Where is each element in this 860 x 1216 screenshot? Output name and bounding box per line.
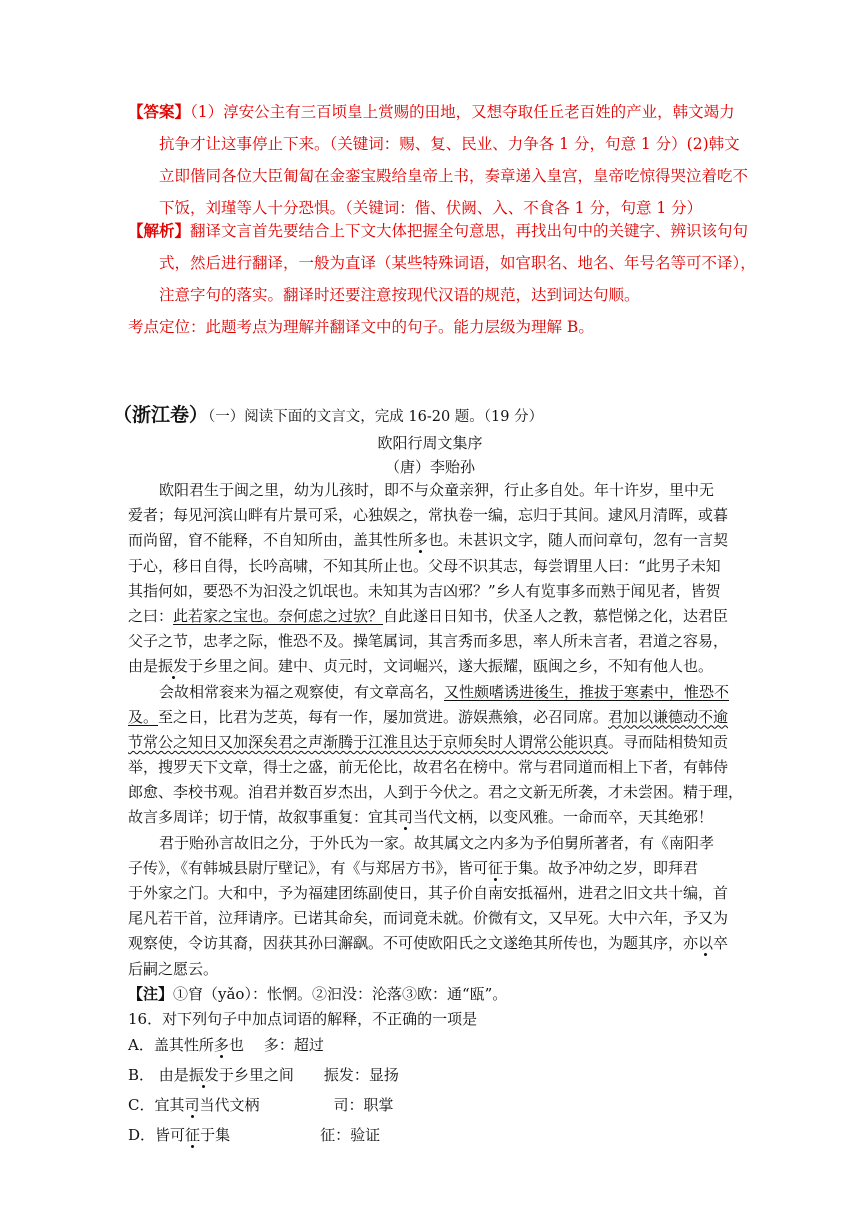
dotted-word-duo: 多	[413, 531, 429, 550]
question-stem: 16．对下列句子中加点词语的解释，不正确的一项是	[128, 1009, 478, 1028]
p3-line-2b: 于集。故予冲幼之岁，即拜君	[503, 858, 699, 877]
analysis-line-2: 式，然后进行翻译，一般为直译（某些特殊词语，如官职名、地名、年号名等可不译），	[159, 254, 756, 272]
analysis-block	[128, 215, 756, 343]
option-d-post: 于集	[200, 1126, 231, 1144]
p1-line-4: 于心，移日自得，长吟高啸，不知其所止也。父母不识其志，每尝谓里人曰：“此男子未知	[128, 556, 721, 575]
option-a-dot: 多	[213, 1036, 229, 1054]
answer-block	[128, 96, 748, 224]
p3-line-2a: 子传》，《有韩城县尉厅壁记》，有《与郑居方书》，皆可	[128, 858, 489, 877]
note-text: ①窅（yǎo）：怅惘。②汩没：沦落③欧：通“瓯”。	[173, 984, 508, 1003]
option-a-gloss: 多：超过	[263, 1036, 324, 1054]
p2-line-2	[128, 705, 738, 730]
option-b-dot: 振发	[188, 1066, 219, 1084]
option-a-letter: A．	[128, 1036, 154, 1054]
section-subtitle: （一）阅读下面的文言文，完成 16-20 题。（19 分）	[208, 409, 544, 425]
p2-line-1a: 会故相常衮来为福之观察使，有文章高名，	[159, 682, 445, 701]
p3-line-2	[128, 856, 738, 881]
option-b-post: 于乡里之间	[218, 1066, 294, 1084]
option-c-pre: 宜其	[154, 1096, 185, 1114]
p1-line-2: 爱者；每见河滨山畔有片景可采，心独娱之，常执卷一编，忘归于其间。逮风月清晖，或暮	[128, 506, 729, 525]
p1-line-6a: 之曰：	[128, 606, 174, 625]
p3-line-1: 君于贻孙言故旧之分，于外氏为一家。故其属文之内多为予伯舅所著者，有《南阳孝	[159, 833, 715, 852]
option-c-gloss: 司：职掌	[333, 1096, 394, 1114]
p1-line-3b: 也。未甚识文字，随人而问章句，忽有一言契	[428, 531, 729, 550]
p1-line-8b: 于乡里之间。建中、贞元时，文词崛兴，遂大振耀，瓯闽之乡，不知有他人也。	[188, 657, 714, 676]
p3-line-4: 尾凡若干首，泣拜请序。已诺其命矣，而词竟未就。价微有文，又早死。大中六年，予又为	[128, 909, 729, 928]
p1-line-1: 欧阳君生于闽之里，幼为儿孩时，即不与众童亲狎，行止多自处。年十许岁，里中无	[159, 481, 715, 499]
underlined-sentence-2a: 又性颇嗜诱进後生，推拔于寒素中，惟恐不	[444, 682, 730, 701]
p1-line-8	[128, 654, 738, 679]
p1-line-7: 父子之节，忠孝之际，惟恐不及。操笔属词，其言秀而多思，率人所未言者，君道之容易，	[128, 632, 729, 651]
p2-line-4: 举，搜罗天下文章，得士之盛，前无伦比，故君名在榜中。常与君同道而相上下者，有韩侍	[128, 758, 729, 777]
p3-line-3: 于外家之门。大和中，予为福建团练副使日，其子价自南安抵福州，进君之旧文共十编，首	[128, 884, 729, 902]
option-d-dot: 征	[185, 1126, 201, 1144]
option-c-dot: 司	[184, 1096, 200, 1114]
p2-line-6a: 故言多周详；切于情，故叙事重复：宜其	[128, 808, 399, 827]
p1-line-8a: 由是	[128, 657, 159, 676]
p3-line-5b: 卒	[713, 934, 729, 953]
option-d-letter: D．	[128, 1126, 156, 1144]
p1-line-6b: 自此遂日日知书，伏圣人之教，慕恺悌之化，达君臣	[383, 606, 729, 625]
option-c-letter: C．	[128, 1096, 155, 1114]
analysis-line-3: 注意字句的落实。翻译时还要注意按现代汉语的规范，达到词达句顺。	[159, 286, 640, 304]
passage-author: （唐）李贻孙	[384, 458, 475, 476]
answer-label: 【答案】	[128, 102, 191, 121]
option-c-post: 当代文柄	[199, 1096, 260, 1114]
p1-line-6	[128, 604, 738, 629]
answer-line-4: 下饭，刘瑾等人十分恐惧。（关键词：偕、伏阙、入、不食各 1 分，句意 1 分）	[159, 199, 703, 217]
p2-line-6b: 当代文柄，以变风雅。一命而卒，天其绝邪！	[413, 808, 714, 827]
dotted-word-zheng: 征	[488, 858, 504, 877]
note-line	[128, 982, 738, 1007]
p2-line-6	[128, 805, 738, 830]
option-a-post: 也	[228, 1036, 244, 1054]
option-d-gloss: 征：验证	[320, 1126, 381, 1144]
answer-line-1: （1）淳安公主有三百顷皇上赏赐的田地，又想夺取任丘老百姓的产业，韩文竭力	[190, 103, 735, 121]
p2-line-2a: 至之日，比君为芝英，每有一作，屡加赏进。游娱燕飨，必召同席。	[158, 707, 609, 726]
p1-line-3a: 而尚留，窅不能释，不自知所由，盖其性所	[128, 531, 414, 550]
dotted-word-si: 司	[398, 808, 414, 827]
wavy-sentence-b: 节常公之知日又加深矣君之声渐腾于江淮且达于京师矣时人谓常公能识真	[128, 732, 609, 751]
option-d[interactable]	[128, 1124, 380, 1145]
option-a[interactable]	[128, 1034, 324, 1055]
analysis-label: 【解析】	[128, 221, 191, 240]
option-b[interactable]	[128, 1064, 399, 1085]
p3-line-6: 后嗣之愿云。	[128, 959, 219, 978]
answer-line-2: 抗争才让这事停止下来。（关键词：赐、复、民业、力争各 1 分，句意 1 分）(2)韩文	[159, 135, 740, 153]
passage-body	[128, 478, 744, 1032]
answer-line-3: 立即偕同各位大臣匍匐在金銮宝殿给皇帝上书，奏章递入皇宫，皇帝吃惊得哭泣着吃不	[159, 167, 749, 185]
p1-line-3	[128, 528, 738, 553]
dotted-word-yi: 以	[698, 934, 714, 953]
wavy-sentence-a: 君加以谦德动不逾	[608, 707, 729, 726]
option-b-pre: 由是	[154, 1066, 189, 1084]
option-a-pre: 盖其性所	[153, 1036, 214, 1054]
kaodian-line: 考点定位：此题考点为理解并翻译文中的句子。能力层级为理解 B。	[128, 318, 594, 336]
p3-line-5	[128, 931, 738, 956]
option-b-gloss: 振发：显扬	[323, 1066, 399, 1084]
section-heading	[113, 400, 543, 427]
p2-line-1	[128, 680, 738, 705]
dotted-word-zhenfa: 振发	[158, 657, 189, 676]
analysis-line-1: 翻译文言首先要结合上下文大体把握全句意思，再找出句中的关键字、辨识该句句	[190, 222, 749, 240]
section-title: （浙江卷）	[113, 404, 209, 426]
option-d-pre: 皆可	[155, 1126, 186, 1144]
underlined-sentence-1: 此若家之宝也。奈何虑之过欤？	[173, 606, 384, 625]
p1-line-5: 其指何如，要恐不为汩没之饥氓也。未知其为吉凶邪？”乡人有览事多而熟于闻见者，皆贺	[128, 581, 721, 600]
option-c[interactable]	[128, 1094, 394, 1115]
p2-line-5: 郎愈、李校书观。洎君并数百岁杰出，人到于今伏之。君之文新无所袭，才未尝困。精于理，	[128, 783, 744, 802]
passage-title: 欧阳行周文集序	[377, 434, 483, 452]
option-b-letter: B．	[128, 1066, 155, 1084]
p2-line-3b: 。寻而陆相贽知贡	[608, 732, 729, 751]
p3-line-5a: 观察使，令访其裔，因获其孙曰澥飖。不可使欧阳氏之文遂绝其所传也，为题其序，亦	[128, 934, 699, 953]
p2-line-3	[128, 730, 738, 755]
underlined-sentence-2b: 及。	[128, 707, 159, 726]
note-label: 【注】	[128, 984, 174, 1003]
